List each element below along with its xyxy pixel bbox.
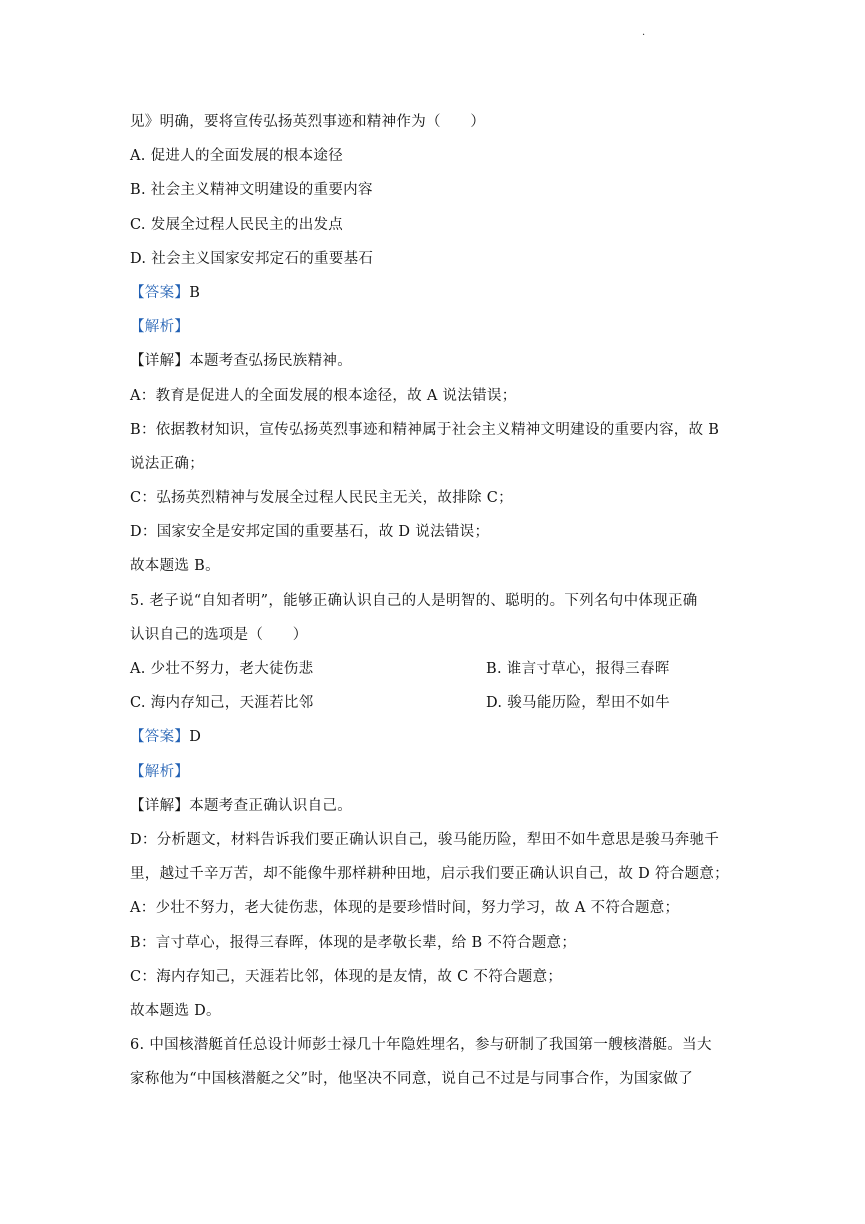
q5-stem-line-1: 5. 老子说“自知者明”，能够正确认识自己的人是明智的、聪明的。下列名句中体现正确: [130, 592, 698, 609]
detail-tag: 【详解】: [130, 797, 190, 814]
analysis-tag: 【解析】: [130, 319, 190, 336]
q4-analysis-line: [130, 315, 740, 349]
q5-option-d: D. 骏马能历险，犁田不如牛: [486, 695, 671, 712]
q4-explanation-b-2: 说法正确；: [130, 455, 204, 472]
q4-detail-line: [130, 349, 740, 383]
q5-explanation-b: B：言寸草心，报得三春晖，体现的是孝敬长辈，给 B 不符合题意；: [130, 934, 577, 951]
answer-value: D: [189, 729, 202, 746]
q4-option-c: C. 发展全过程人民民主的出发点: [130, 216, 344, 233]
q6-stem-line-2: 家称他为“中国核潜艇之父”时，他坚决不同意，说自己不过是与同事合作，为国家做了: [130, 1071, 694, 1088]
q5-options-row-1: [130, 657, 740, 691]
q5-explanation-c: C：海内存知己，天涯若比邻，体现的是友情，故 C 不符合题意；: [130, 968, 563, 985]
q4-stem-line: 见》明确，要将宣传弘扬英烈事迹和精神作为（ ）: [130, 114, 486, 130]
q4-explanation-c: C：弘扬英烈精神与发展全过程人民民主无关，故排除 C；: [130, 490, 513, 507]
q4-option-b: B. 社会主义精神文明建设的重要内容: [130, 182, 373, 199]
q4-explanation-d: D：国家安全是安邦定国的重要基石，故 D 说法错误；: [130, 524, 490, 541]
q5-detail-line: [130, 794, 740, 828]
page-top-mark: ·: [642, 30, 646, 41]
q5-explanation-a: A：少壮不努力，老大徒伤悲，体现的是要珍惜时间，努力学习，故 A 不符合题意；: [130, 900, 680, 917]
detail-text: 本题考查正确认识自己。: [189, 797, 353, 814]
q4-answer-line: [130, 281, 740, 315]
q4-option-d: D. 社会主义国家安邦定石的重要基石: [130, 250, 374, 267]
q5-answer-line: [130, 725, 740, 759]
q5-analysis-line: [130, 760, 740, 794]
q5-option-a: A. 少壮不努力，老大徒伤悲: [130, 661, 314, 677]
q5-conclusion: 故本题选 D。: [130, 1002, 221, 1019]
detail-tag: 【详解】: [130, 353, 190, 370]
answer-value: B: [189, 284, 201, 301]
q4-explanation-a: A：教育是促进人的全面发展的根本途径，故 A 说法错误；: [130, 387, 517, 404]
q5-option-c: C. 海内存知己，天涯若比邻: [130, 695, 314, 712]
q4-conclusion: 故本题选 B。: [130, 558, 220, 575]
document-body: [130, 110, 740, 1101]
q5-option-b: B. 谁言寸草心，报得三春晖: [486, 661, 670, 677]
q5-options-row-2: [130, 691, 740, 725]
q5-explanation-d-1: D：分析题文，材料告诉我们要正确认识自己，骏马能历险，犁田不如牛意思是骏马奔驰千: [130, 831, 720, 848]
q4-explanation-b-1: B：依据教材知识，宣传弘扬英烈事迹和精神属于社会主义精神文明建设的重要内容，故 B: [130, 421, 720, 438]
q4-option-a: A. 促进人的全面发展的根本途径: [130, 148, 343, 165]
detail-text: 本题考查弘扬民族精神。: [189, 353, 353, 370]
answer-tag: 【答案】: [130, 284, 190, 301]
q5-explanation-d-2: 里，越过千辛万苦，却不能像牛那样耕种田地，启示我们要正确认识自己，故 D 符合题意；: [130, 866, 729, 883]
q5-stem-line-2: 认识自己的选项是（ ）: [130, 626, 308, 643]
answer-tag: 【答案】: [130, 729, 190, 746]
q6-stem-line-1: 6. 中国核潜艇首任总设计师彭士禄几十年隐姓埋名，参与研制了我国第一艘核潜艇。当大: [130, 1037, 712, 1054]
analysis-tag: 【解析】: [130, 763, 190, 780]
